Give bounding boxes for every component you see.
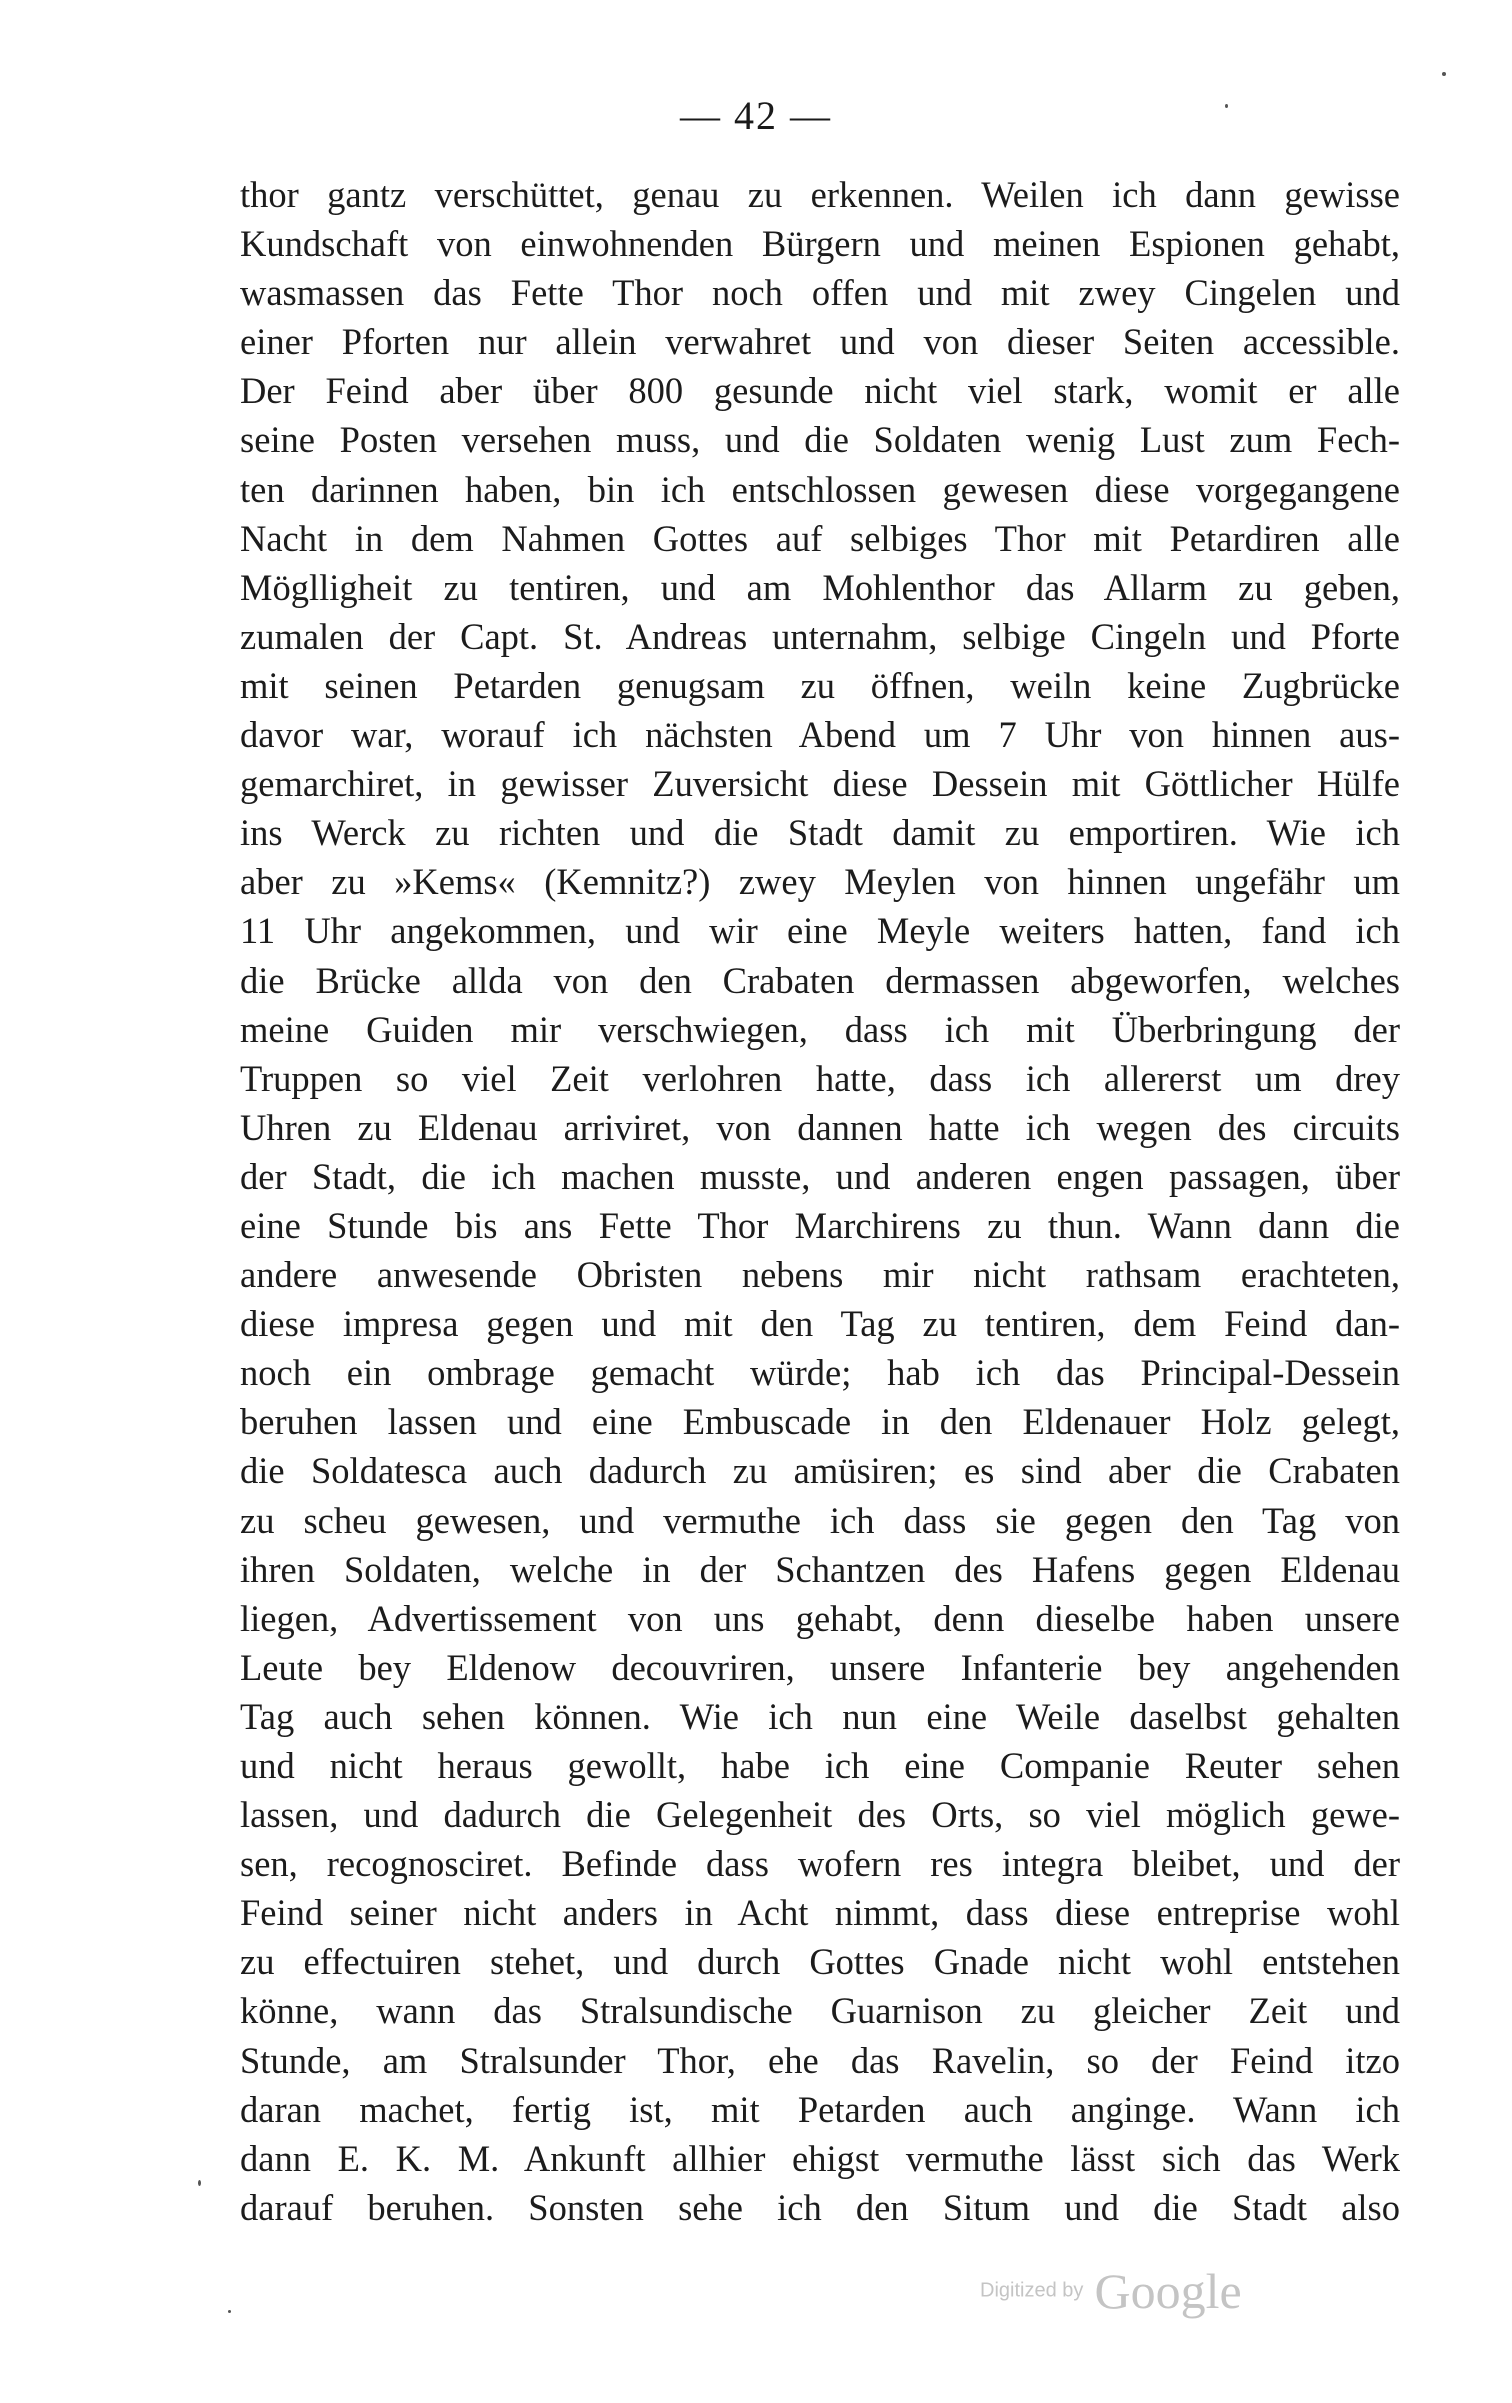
text-line: zu effectuiren stehet, und durch Gottes Gnade nicht wohl entstehen: [240, 1941, 1400, 1983]
text-line: beruhen lassen und eine Embuscade in den Eldenauer Holz gelegt,: [240, 1401, 1400, 1443]
text-line: mit seinen Petarden genugsam zu öffnen, weiln keine Zugbrücke: [240, 664, 1400, 706]
text-line: die Brücke allda von den Crabaten dermassen abgeworfen, welches: [240, 959, 1400, 1001]
page-number: — 42 —: [680, 93, 832, 138]
text-line: ten darinnen haben, bin ich entschlossen gewesen diese vorgegangene: [240, 468, 1400, 510]
text-line: dann E. K. M. Ankunft allhier ehigst vermuthe lässt sich das Werk: [240, 2137, 1400, 2179]
text-line: wasmassen das Fette Thor noch offen und mit zwey Cingelen und: [240, 272, 1400, 314]
text-line: ins Werck zu richten und die Stadt damit zu emportiren. Wie ich: [240, 812, 1400, 854]
text-line: thor gantz verschüttet, genau zu erkennen. Weilen ich dann gewisse: [240, 174, 1400, 215]
body-text: [240, 170, 1400, 2232]
text-line: Feind seiner nicht anders in Acht nimmt, dass diese entreprise wohl: [240, 1892, 1400, 1934]
text-line: ihren Soldaten, welche in der Schantzen des Hafens gegen Eldenau: [240, 1548, 1400, 1590]
digitized-by-google-watermark: [980, 2262, 1280, 2322]
text-line: Möglligheit zu tentiren, und am Mohlenthor das Allarm zu geben,: [240, 566, 1400, 608]
text-line: einer Pforten nur allein verwahret und von dieser Seiten accessible.: [240, 321, 1400, 363]
text-line: Uhren zu Eldenau arriviret, von dannen hatte ich wegen des circuits: [240, 1106, 1400, 1148]
ink-speck: [1442, 72, 1446, 76]
text-line: diese impresa gegen und mit den Tag zu tentiren, dem Feind dan-: [240, 1303, 1400, 1345]
text-line: sen, recognosciret. Befinde dass wofern res integra bleibet, und der: [240, 1843, 1400, 1885]
text-line: die Soldatesca auch dadurch zu amüsiren; es sind aber die Crabaten: [240, 1450, 1400, 1492]
text-line: Nacht in dem Nahmen Gottes auf selbiges Thor mit Petardiren alle: [240, 517, 1400, 559]
text-line: gemarchiret, in gewisser Zuversicht diese Dessein mit Göttlicher Hülfe: [240, 763, 1400, 805]
text-line: andere anwesende Obristen nebens mir nicht rathsam erachteten,: [240, 1254, 1400, 1296]
text-line: lassen, und dadurch die Gelegenheit des Orts, so viel möglich gewe-: [240, 1794, 1400, 1836]
text-line: daran machet, fertig ist, mit Petarden auch anginge. Wann ich: [240, 2088, 1400, 2130]
text-line: davor war, worauf ich nächsten Abend um 7 Uhr von hinnen aus-: [240, 714, 1400, 756]
text-line: zu scheu gewesen, und vermuthe ich dass sie gegen den Tag von: [240, 1499, 1400, 1541]
text-line: darauf beruhen. Sonsten sehe ich den Situm und die Stadt also: [240, 2186, 1400, 2228]
ink-speck: [1225, 104, 1228, 108]
ink-speck: [198, 2180, 201, 2186]
text-line: Leute bey Eldenow decouvriren, unsere Infanterie bey angehenden: [240, 1646, 1400, 1688]
google-logo: Google: [1094, 2263, 1242, 2319]
text-line: 11 Uhr angekommen, und wir eine Meyle weiters hatten, fand ich: [240, 910, 1400, 952]
text-line: Der Feind aber über 800 gesunde nicht viel stark, womit er alle: [240, 370, 1400, 412]
text-line: noch ein ombrage gemacht würde; hab ich das Principal-Dessein: [240, 1352, 1400, 1394]
text-line: der Stadt, die ich machen musste, und anderen engen passagen, über: [240, 1155, 1400, 1197]
text-line: Kundschaft von einwohnenden Bürgern und meinen Espionen gehabt,: [240, 223, 1400, 265]
text-line: zumalen der Capt. St. Andreas unternahm, selbige Cingeln und Pforte: [240, 615, 1400, 657]
text-line: aber zu »Kems« (Kemnitz?) zwey Meylen von hinnen ungefähr um: [240, 861, 1400, 903]
text-line: Tag auch sehen können. Wie ich nun eine Weile daselbst gehalten: [240, 1695, 1400, 1737]
text-line: Truppen so viel Zeit verlohren hatte, dass ich allererst um drey: [240, 1057, 1400, 1099]
text-line: Stunde, am Stralsunder Thor, ehe das Ravelin, so der Feind itzo: [240, 2039, 1400, 2081]
text-line: und nicht heraus gewollt, habe ich eine Companie Reuter sehen: [240, 1745, 1400, 1786]
text-line: eine Stunde bis ans Fette Thor Marchirens zu thun. Wann dann die: [240, 1204, 1400, 1246]
text-line: könne, wann das Stralsundische Guarnison zu gleicher Zeit und: [240, 1990, 1400, 2032]
text-line: liegen, Advertissement von uns gehabt, denn dieselbe haben unsere: [240, 1597, 1400, 1639]
text-line: meine Guiden mir verschwiegen, dass ich mit Überbringung der: [240, 1008, 1400, 1050]
ink-speck: [228, 2310, 231, 2313]
text-line: seine Posten versehen muss, und die Soldaten wenig Lust zum Fech-: [240, 419, 1400, 461]
watermark-prefix: Digitized by: [980, 2279, 1084, 2302]
